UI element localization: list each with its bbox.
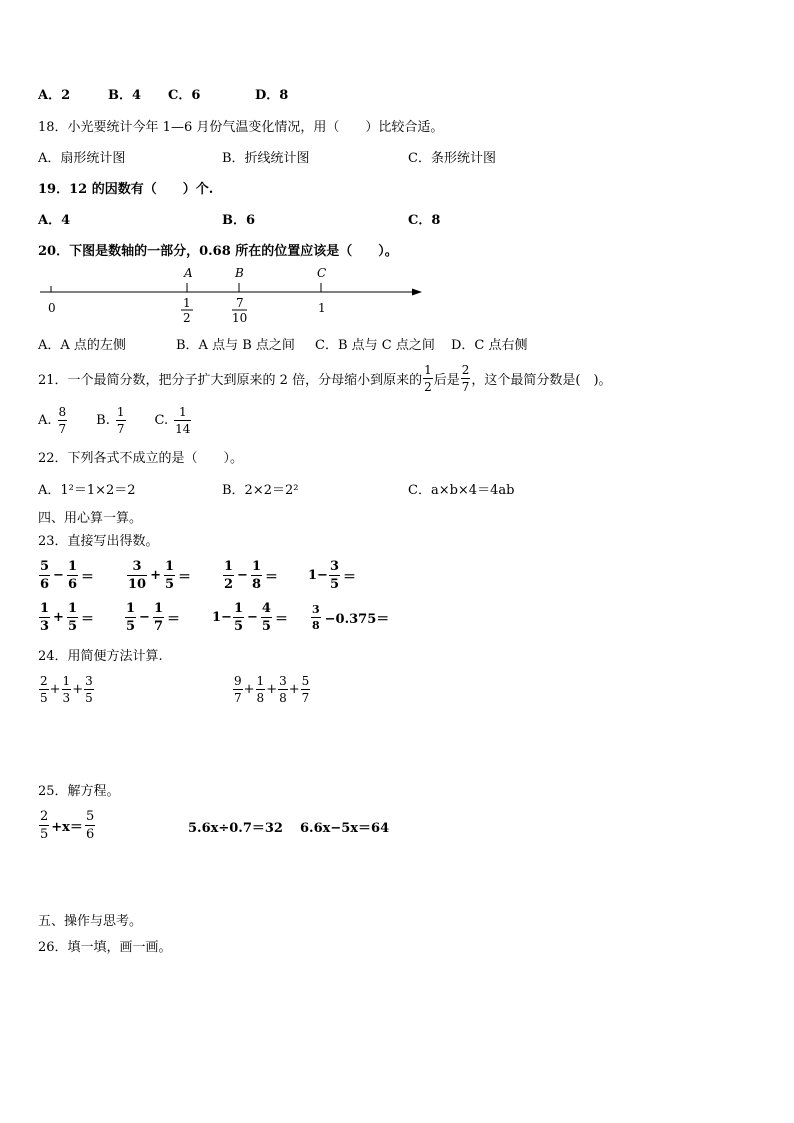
section-5-heading: 五、操作与思考。 xyxy=(38,914,143,929)
a-numerator: 1 xyxy=(183,296,191,310)
b-denominator: 10 xyxy=(232,311,248,325)
q18-stem: 18．小光要统计今年 1—6 月份气温变化情况，用（ ）比较合适。 xyxy=(38,120,444,135)
q17-option-a: A．2 xyxy=(38,88,71,103)
q20-option-a: A．A 点的左侧 xyxy=(38,338,126,353)
q21-option-c-fraction: $\frac{1}{14}$ xyxy=(175,404,191,436)
q24-expression-2: $\frac{9}{7}$ + $\frac{1}{8}$ + $\frac{3}{8}$ + $\frac{5}{7}$ xyxy=(234,673,310,705)
q23-expression-5: $\frac{1}{3}$ + $\frac{1}{5}$ ＝ xyxy=(40,600,95,634)
q17-option-c: C．6 xyxy=(168,88,201,103)
zero-label: 0 xyxy=(48,301,56,315)
q23-expression-3: $\frac{1}{2}$ − $\frac{1}{8}$ ＝ xyxy=(224,558,279,592)
q18-option-a: A．扇形统计图 xyxy=(38,151,126,166)
q21-option-b-label: B. xyxy=(96,412,110,428)
q21-fraction-1: $\frac{1}{2}$ xyxy=(424,362,432,394)
q19-option-a: A．4 xyxy=(38,213,71,228)
q23-expression-2: $\frac{3}{10}$ + $\frac{1}{5}$ ＝ xyxy=(128,558,192,592)
point-b-label: B xyxy=(235,266,244,280)
b-numerator: 7 xyxy=(236,296,244,310)
q25-equation-2: 5.6x÷0.7＝32 xyxy=(188,821,283,836)
q17-option-b: B．4 xyxy=(108,88,142,103)
point-a-label: A xyxy=(184,266,193,280)
q21-option-a-label: A. xyxy=(38,412,52,428)
q25-equation-3: 6.6x−5x＝64 xyxy=(300,821,390,836)
q21-stem-part-a: 21．一个最简分数，把分子扩大到原来的 2 倍，分母缩小到原来的 xyxy=(38,372,423,388)
q20-stem: 20．下图是数轴的一部分，0.68 所在的位置应该是（ ）。 xyxy=(38,244,398,259)
q22-option-c: C．a×b×4＝4ab xyxy=(408,483,515,498)
a-denominator: 2 xyxy=(183,311,191,325)
point-c-label: C xyxy=(317,266,327,280)
q23-expression-1: $\frac{5}{6}$ − $\frac{1}{6}$ ＝ xyxy=(40,558,95,592)
q23-expression-7: 1− $\frac{1}{5}$ − $\frac{4}{5}$ ＝ xyxy=(212,600,288,634)
q21-options xyxy=(38,402,192,438)
q21-stem xyxy=(38,360,612,396)
q22-stem: 22．下列各式不成立的是（ ）。 xyxy=(38,451,244,466)
q22-option-a: A．1²＝1×2＝2 xyxy=(38,483,136,498)
q22-option-b: B．2×2＝2² xyxy=(222,483,299,498)
q21-option-b-fraction: $\frac{1}{7}$ xyxy=(116,404,125,436)
q23-stem: 23．直接写出得数。 xyxy=(38,534,159,549)
q20-option-b: B．A 点与 B 点之间 xyxy=(176,338,295,353)
q25-equation-1: $\frac{2}{5}$ +x＝ $\frac{5}{6}$ xyxy=(40,808,95,842)
q25-stem: 25．解方程。 xyxy=(38,784,120,799)
q20-option-c: C．B 点与 C 点之间 xyxy=(315,338,435,353)
q21-option-c-label: C. xyxy=(154,412,169,428)
q21-option-a-fraction: $\frac{8}{7}$ xyxy=(58,404,67,436)
q21-stem-part-b: 后是 xyxy=(433,372,460,388)
number-line-arrow xyxy=(412,289,422,296)
q17-option-d: D．8 xyxy=(255,88,289,103)
q23-expression-4: 1− $\frac{3}{5}$ ＝ xyxy=(308,558,357,592)
q19-option-b: B．6 xyxy=(222,213,256,228)
q18-option-b: B．折线统计图 xyxy=(222,151,310,166)
q20-option-d: D．C 点右侧 xyxy=(451,338,528,353)
q24-expression-1: $\frac{2}{5}$ + $\frac{1}{3}$ + $\frac{3}{5}$ xyxy=(40,673,93,705)
number-line-figure xyxy=(30,262,430,328)
q26-stem: 26．填一填，画一画。 xyxy=(38,940,172,955)
c-value-label: 1 xyxy=(318,301,326,315)
q21-stem-part-c: ，这个最简分数是( )。 xyxy=(471,372,612,388)
section-4-heading: 四、用心算一算。 xyxy=(38,511,143,526)
q23-expression-8: $\frac{3}{8}$ −0.375＝ xyxy=(312,602,390,632)
q19-stem: 19．12 的因数有（ ）个. xyxy=(38,182,214,197)
q18-option-c: C．条形统计图 xyxy=(408,151,496,166)
q23-expression-6: $\frac{1}{5}$ − $\frac{1}{7}$ ＝ xyxy=(126,600,181,634)
q19-option-c: C．8 xyxy=(408,213,441,228)
q24-stem: 24．用简便方法计算. xyxy=(38,649,163,664)
q21-fraction-2: $\frac{2}{7}$ xyxy=(461,362,470,394)
